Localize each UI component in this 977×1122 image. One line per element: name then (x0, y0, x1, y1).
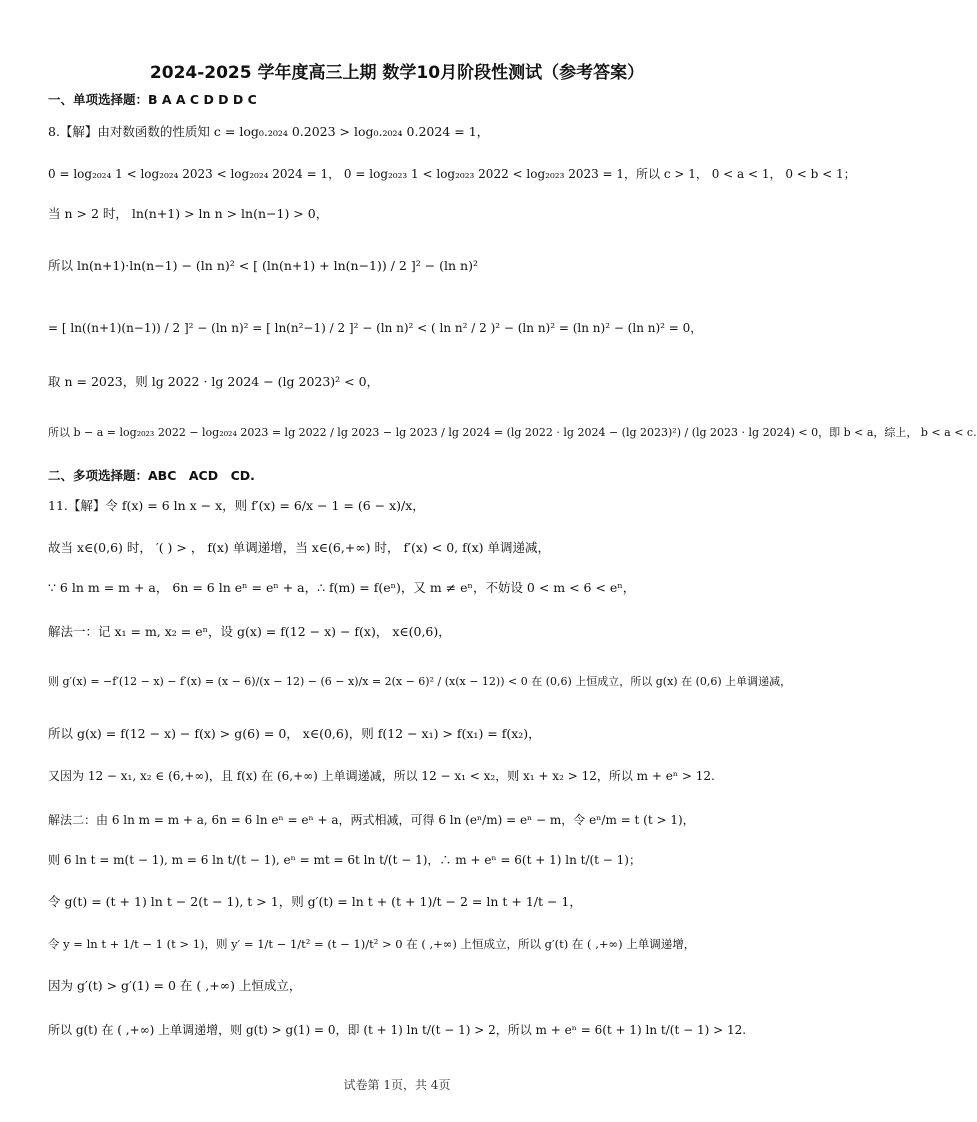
q11-line-12: 因为 g′(t) > g′(1) = 0 在 ( ,+∞) 上恒成立， (48, 978, 302, 993)
q11-line-10: 令 g(t) = (t + 1) ln t − 2(t − 1), t > 1，则 g′(t) = ln t + (t + 1)/t − 2 = ln t + 1/t − 1， (48, 894, 582, 909)
q11-line-13: 所以 g(t) 在 ( ,+∞) 上单调递增，则 g(t) > g(1) = 0，即 (t + 1) ln t/(t − 1) > 2，所以 m + eⁿ = 6(t + 1) ln t/(t − 1) > 12. (48, 1023, 747, 1037)
page-title: 2024-2025 学年度高三上期 数学10月阶段性测试（参考答案） (149, 63, 645, 83)
q8-line-4: 所以 ln(n+1)·ln(n−1) − (ln n)² < [ (ln(n+1) + ln(n−1)) / 2 ]² − (ln n)² (48, 258, 478, 273)
q11-line-1: 11.【解】令 f(x) = 6 ln x − x，则 f′(x) = 6/x − 1 = (6 − x)/x， (48, 498, 425, 513)
q11-line-9: 则 6 ln t = m(t − 1), m = 6 ln t/(t − 1), eⁿ = mt = 6t ln t/(t − 1)，∴ m + eⁿ = 6(t + 1) ln t/(t − 1)； (48, 853, 641, 867)
q8-line-3: 当 n > 2 时， ln(n+1) > ln n > ln(n−1) > 0， (48, 206, 329, 221)
q11-line-11: 令 y = ln t + 1/t − 1 (t > 1)，则 y′ = 1/t − 1/t² = (t − 1)/t² > 0 在 ( ,+∞) 上恒成立，所以 g′(t) 在 ( ,+∞) 上单调递增， (48, 937, 696, 951)
q8-line-1: 8.【解】由对数函数的性质知 c = log₀.₂₀₂₄ 0.2023 > log₀.₂₀₂₄ 0.2024 = 1， (48, 124, 490, 139)
q11-line-8: 解法二：由 6 ln m = m + a, 6n = 6 ln eⁿ = eⁿ + a，两式相减，可得 6 ln (eⁿ/m) = eⁿ − m，令 eⁿ/m = t (t > 1)， (48, 813, 695, 827)
q11-line-5: 则 g′(x) = −f′(12 − x) − f′(x) = (x − 6)/(x − 12) − (6 − x)/x = 2(x − 6)² / (x(x − 12)) < 0 在 (0,6) 上恒成立，所以 g(x) 在 (0,6) 上单调递减， (48, 675, 792, 688)
q11-line-7: 又因为 12 − x₁, x₂ ∈ (6,+∞)，且 f(x) 在 (6,+∞) 上单调递减，所以 12 − x₁ < x₂，则 x₁ + x₂ > 12，所以 m + eⁿ > 12. (48, 769, 715, 783)
q8-line-2: 0 = log₂₀₂₄ 1 < log₂₀₂₄ 2023 < log₂₀₂₄ 2024 = 1， 0 = log₂₀₂₃ 1 < log₂₀₂₃ 2022 < log₂₀₂₃ 2023 = 1，所以 c > 1， 0 < a < 1， 0 < b < 1； (48, 167, 856, 181)
q8-line-6: 取 n = 2023，则 lg 2022 · lg 2024 − (lg 2023)² < 0， (48, 374, 380, 389)
q8-line-5: = [ ln((n+1)(n−1)) / 2 ]² − (ln n)² = [ ln(n²−1) / 2 ]² − (ln n)² < ( ln n² / 2 )² − (ln n)² = (ln n)² − (ln n)² = 0， (48, 321, 703, 335)
section-single-choice: 一、单项选择题：B A A C D D D C (48, 92, 257, 107)
q8-line-7: 所以 b − a = log₂₀₂₃ 2022 − log₂₀₂₄ 2023 = lg 2022 / lg 2023 − lg 2023 / lg 2024 = (lg 2022 · lg 2024 − (lg 2023)²) / (lg 2023 · lg 2024) < 0，即 b < a，综上， b < a < c. (48, 426, 977, 439)
q11-line-3: ∵ 6 ln m = m + a， 6n = 6 ln eⁿ = eⁿ + a，∴ f(m) = f(eⁿ)，又 m ≠ eⁿ，不妨设 0 < m < 6 < eⁿ， (48, 580, 636, 595)
page-footer: 试卷第 1页，共 4页 (343, 1078, 451, 1092)
q11-line-2: 故当 x∈(0,6) 时， ′( ) > ， f(x) 单调递增，当 x∈(6,+∞) 时， f′(x) < 0, f(x) 单调递减， (48, 540, 550, 555)
q11-line-4: 解法一：记 x₁ = m, x₂ = eⁿ，设 g(x) = f(12 − x) − f(x)， x∈(0,6)， (48, 624, 451, 639)
section-multi-choice: 二、多项选择题：ABC ACD CD. (48, 468, 255, 483)
q11-line-6: 所以 g(x) = f(12 − x) − f(x) > g(6) = 0， x∈(0,6)，则 f(12 − x₁) > f(x₁) = f(x₂)， (48, 726, 541, 741)
